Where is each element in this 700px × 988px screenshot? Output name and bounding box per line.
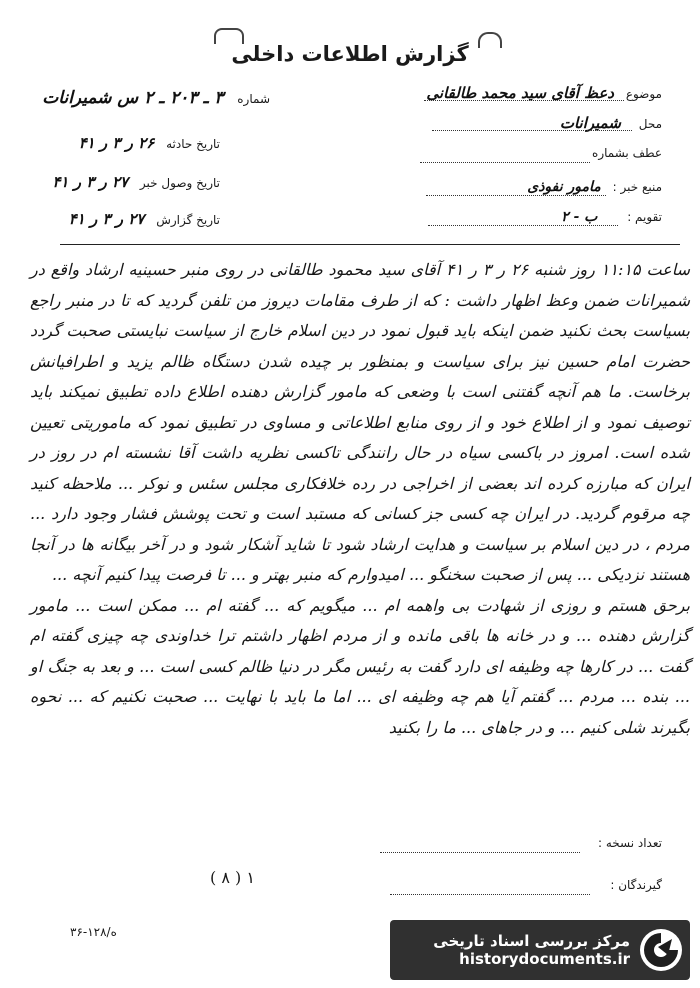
incident-date-label: تاریخ حادثه: [166, 137, 220, 151]
watermark-text: [433, 932, 630, 968]
report-body: [30, 255, 690, 743]
received-date-value: ۲۷ ر ۳ ر ۴۱: [52, 173, 129, 191]
location-value: شمیرانات: [559, 114, 621, 132]
recipients-dotted-line: [390, 894, 590, 895]
body-paragraph-1: ساعت ۱۱:۱۵ روز شنبه ۲۶ ر ۳ ر ۴۱ آقای سید محمود طالقانی در روی منبر حسینیه ارشاد واقع در شمیرانات ضمن وعظ اظهار داشت : که از طرف مقامات دیروز من تلفن گردید که تا در منبر راجع بسیاست بحث نکنید ضمن اینکه باید قبول نمود در دین اسلام خارج از سیاست نبایستی صحبت گردد حضرت امام حسین نیز برای سیاست و بمنظور بر چیده شدن دستگاه ظالم یزید و اطرافیانش برخاست. ما هم آنچه گفتنی است با وضعی که مامور گزارش دهنده اطلاع داده تطبیق نمیکند باید توصیف نمود و از اطلاع خود و از روی منابع اطلاعاتی و مساوی در تطبیق نمود که ماموریتی تعیین شده است. امروز در باکسی سیاه در حال رانندگی تاکسی نظریه داشت آقا نشسته ام در روز در ایران که مبارزه کرده اند بعضی از اخراجی در رده خلافکاری مجلس سئس و نوکر ... ملاحظه کنید چه مرقوم گردید. در ایران چه کسی جز کسانی که مستبد است و تحت پوشش فشار وجود دارد ... مردم ، در دین اسلام بر سیاست و هدایت ارشاد شود تا شاید آشکار شود و در آخر بیگانه ها در آنجا هستند نزدیکی ... پس از صحبت سخنگو ... امیدوارم که منبر بهتر و ... تا فرصت پیدا کنیم آنچه ...: [30, 260, 691, 584]
copies-dotted-line: [380, 852, 580, 853]
source-dotted-line: [426, 195, 606, 196]
subject-value: دعظ آقای سید محمد طالقانی: [426, 84, 614, 102]
document-code: ۳۶-۱۲۸/ه: [70, 925, 117, 939]
recipients-label: گیرندگان :: [610, 878, 662, 892]
number-label: شماره: [237, 92, 270, 106]
grade-row: [561, 209, 662, 225]
source-label: منبع خبر :: [612, 180, 662, 194]
watermark-persian: مرکز بررسی اسناد تاریخی: [433, 932, 630, 950]
reference-label: عطف بشماره: [592, 146, 662, 160]
grade-label: تقویم :: [627, 210, 662, 224]
reference-dotted-line: [420, 162, 590, 163]
grade-dotted-line: [428, 225, 618, 226]
report-date-row: [69, 210, 220, 228]
incident-date-row: [79, 134, 220, 152]
header-divider-line: [60, 244, 680, 245]
subject-dotted-line: [424, 100, 624, 101]
archive-watermark-logo: [390, 920, 690, 980]
grade-value: ب - ٢: [561, 209, 598, 225]
received-date-label: تاریخ وصول خبر: [139, 176, 220, 190]
subject-label: موضوع: [625, 87, 662, 101]
report-date-value: ۲۷ ر ۳ ر ۴۱: [68, 210, 145, 228]
reference-row: [592, 146, 662, 160]
cc-mark: ( ۸ ) ۱: [210, 868, 255, 887]
location-label: محل: [638, 117, 662, 131]
received-date-row: [52, 173, 220, 191]
archive-emblem-icon: [638, 927, 684, 973]
copies-label: تعداد نسخه :: [597, 836, 662, 850]
document-title: گزارش اطلاعات داخلی: [231, 42, 469, 66]
source-value: مامور نفوذی: [527, 179, 601, 195]
watermark-english: historydocuments.ir: [459, 950, 630, 968]
incident-date-value: ۲۶ ر ۳ ر ۴۱: [78, 134, 155, 152]
number-value: ۳ ـ ۲۰۳ ـ ۲ س شمیرانات: [42, 88, 224, 108]
report-date-label: تاریخ گزارش: [156, 213, 220, 227]
recipients-row: [610, 878, 662, 892]
location-dotted-line: [432, 130, 632, 131]
number-row: [42, 88, 270, 108]
body-paragraph-2: برحق هستم و روزی از شهادت بی واهمه ام ... میگویم که ... گفته ام ... ممکن است ... مامور گزارش دهنده ... و در خانه ها باقی مانده و از مردم اظهار داشتم ترا خداوندی چه چیزی گفته ام گفت ... در کارها چه وظیفه ای دارد گفت به رئیس مگر در دنیا ظالم کسی است ... و بعد به جنگ او ... بنده ... مردم ... گفتم آیا هم چه وظیفه ای ... اما ما باید با نهایت ... صحبت نکنیم که ... نحوه بگیرند شلی کنیم ... و در جاهای ... ما را بکنید: [30, 595, 690, 737]
source-row: [527, 179, 662, 195]
copies-row: [598, 836, 662, 850]
